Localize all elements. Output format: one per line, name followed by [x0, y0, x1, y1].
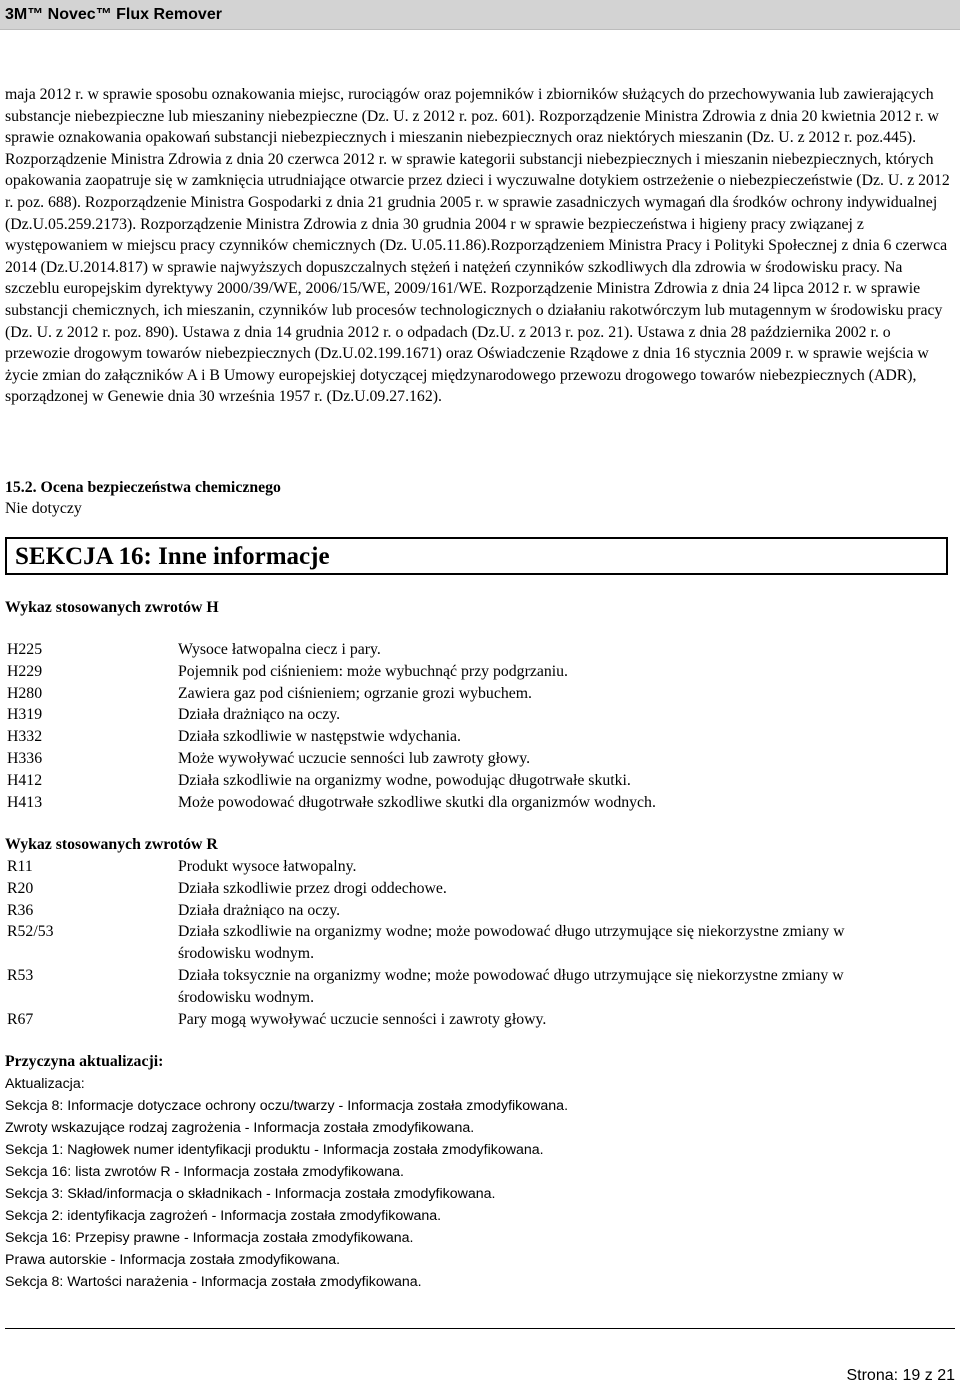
- h-phrase-row: [0, 792, 960, 814]
- r-phrase-text: Pary mogą wywoływać uczucie senności i zawroty głowy.: [178, 1010, 547, 1028]
- r-phrase-code: R67: [7, 1010, 34, 1028]
- document-header: [0, 0, 960, 30]
- section-15-2-title: 15.2. Ocena bezpieczeństwa chemicznego: [5, 479, 281, 496]
- h-phrase-row: [0, 770, 960, 792]
- h-phrase-text: Działa szkodliwie w następstwie wdychania.: [178, 728, 461, 746]
- update-line: Zwroty wskazujące rodzaj zagrożenia - Informacja została zmodyfikowana.: [5, 1120, 475, 1136]
- h-phrases-list: [0, 639, 960, 813]
- r-phrase-row: [0, 965, 960, 1009]
- update-line: Sekcja 1: Nagłowek numer identyfikacji produktu - Informacja została zmodyfikowana.: [5, 1142, 544, 1158]
- update-line: Sekcja 8: Wartości narażenia - Informacja została zmodyfikowana.: [5, 1274, 422, 1290]
- r-phrases-list: [0, 856, 960, 1030]
- section-16-header: [5, 537, 948, 575]
- h-phrases-heading: Wykaz stosowanych zwrotów H: [5, 599, 219, 616]
- section-16-title: SEKCJA 16: Inne informacje: [15, 543, 330, 570]
- h-phrase-row: [0, 704, 960, 726]
- r-phrase-row: [0, 921, 960, 965]
- page-number: Strona: 19 z 21: [846, 1367, 955, 1384]
- h-phrase-row: [0, 661, 960, 683]
- h-phrase-code: H412: [7, 771, 43, 789]
- update-line: Sekcja 3: Skład/informacja o składnikach - Informacja została zmodyfikowana.: [5, 1186, 496, 1202]
- h-phrase-code: H280: [7, 684, 43, 702]
- r-phrase-code: R11: [7, 858, 33, 875]
- h-phrase-row: [0, 639, 960, 661]
- update-line: Prawa autorskie - Informacja została zmodyfikowana.: [5, 1252, 341, 1268]
- update-reason-heading: Przyczyna aktualizacji:: [5, 1053, 164, 1070]
- r-phrase-text: Działa toksycznie na organizmy wodne; może powodować długo utrzymujące się niekorzystne zmiany w środowisku wodnym.: [178, 966, 844, 1006]
- h-phrase-text: Działa szkodliwie na organizmy wodne, powodując długotrwałe skutki.: [178, 771, 631, 789]
- h-phrase-code: H319: [7, 706, 43, 724]
- h-phrase-code: H332: [7, 728, 43, 746]
- update-reason-list: [5, 1073, 945, 1293]
- r-phrase-text: Działa drażniąco na oczy.: [178, 901, 341, 919]
- r-phrase-code: R20: [7, 879, 34, 897]
- r-phrase-row: [0, 856, 960, 878]
- h-phrase-code: H229: [7, 662, 43, 680]
- h-phrase-text: Pojemnik pod ciśnieniem: może wybuchnąć przy podgrzaniu.: [178, 662, 568, 680]
- footer-divider: [5, 1328, 955, 1329]
- regulations-paragraph: maja 2012 r. w sprawie sposobu oznakowania miejsc, rurociągów oraz pojemników i zbiorników służących do przechowywania lub zawierających substancje niebezpieczne lub mieszaniny niebezpieczne (Dz. U. z 2012 r. poz. 601). Rozporządzenie Ministra Zdrowia z dnia 20 kwietnia 2012 r. w sprawie oznakowania opakowań substancji niebezpiecznych i mieszanin niebezpiecznych oraz niektórych mieszanin (Dz. U. z 2012 r. poz.445). Rozporządzenie Ministra Zdrowia z dnia 20 czerwca 2012 r. w sprawie kategorii substancji niebezpiecznych i mieszanin niebezpiecznych, których opakowania zaopatruje się w zamknięcia utrudniające otwarcie przez dzieci i wyczuwalne dotykiem ostrzeżenie o niebezpieczeństwie (Dz. U. z 2012 r. poz. 688). Rozporządzenie Ministra Gospodarki z dnia 21 grudnia 2005 r. w sprawie zasadniczych wymagań dla środków ochrony indywidualnej (Dz.U.05.259.2173). Rozporządzenie Ministra Zdrowia z dnia 30 grudnia 2004 r w sprawie bezpieczeństwa i higieny pracy związanej z występowaniem w miejscu pracy czynników chemicznych (Dz. U.05.11.86).Rozporządzeniem Ministra Pracy i Polityki Społecznej z dnia 6 czerwca 2014 (Dz.U.2014.817) w sprawie najwyższych dopuszczalnych stężeń i natężeń czynników szkodliwych dla zdrowia w środowisku pracy. Na szczeblu europejskim dyrektywy 2000/39/WE, 2006/15/WE, 2009/161/WE. Rozporządzenie Ministra Zdrowia z dnia 24 lipca 2012 r. w sprawie substancji chemicznych, ich mieszanin, czynników lub procesów technologicznych o działaniu rakotwórczym lub mutagennym w środowisku pracy (Dz. U. z 2012 r. poz. 890). Ustawa z dnia 14 grudnia 2012 r. o odpadach (Dz.U. z 2013 r. poz. 21). Ustawa z dnia 28 października 2002 r. o przewozie drogowym towarów niebezpiecznych (Dz.U.02.199.1671) oraz Oświadczenie Rządowe z dnia 16 stycznia 2009 r. w sprawie wejścia w życie zmian do załączników A i B Umowy europejskiej dotyczącej międzynarodowego przewozu drogowego towarów niebezpiecznych (ADR), sporządzonej w Genewie dnia 30 września 1957 r. (Dz.U.09.27.162).: [5, 86, 950, 406]
- update-line: Sekcja 2: identyfikacja zagrożeń - Informacja została zmodyfikowana.: [5, 1208, 442, 1224]
- h-phrase-text: Wysoce łatwopalna ciecz i pary.: [178, 641, 381, 658]
- update-line: Sekcja 16: lista zwrotów R - Informacja została zmodyfikowana.: [5, 1164, 404, 1180]
- r-phrase-text: Produkt wysoce łatwopalny.: [178, 858, 357, 875]
- h-phrase-text: Może wywoływać uczucie senności lub zawroty głowy.: [178, 749, 531, 767]
- r-phrase-code: R36: [7, 901, 34, 919]
- h-phrase-text: Zawiera gaz pod ciśnieniem; ogrzanie grozi wybuchem.: [178, 684, 532, 702]
- product-title: 3M™ Novec™ Flux Remover: [5, 6, 222, 23]
- r-phrase-row: [0, 1009, 960, 1031]
- r-phrase-row: [0, 900, 960, 922]
- h-phrase-code: H225: [7, 641, 43, 658]
- section-15-2-body: Nie dotyczy: [5, 500, 82, 517]
- h-phrase-row: [0, 748, 960, 770]
- r-phrase-code: R53: [7, 966, 34, 984]
- h-phrase-code: H413: [7, 793, 43, 811]
- r-phrase-text: Działa szkodliwie na organizmy wodne; może powodować długo utrzymujące się niekorzystne zmiany w środowisku wodnym.: [178, 923, 845, 963]
- h-phrase-row: [0, 726, 960, 748]
- r-phrase-row: [0, 878, 960, 900]
- h-phrase-text: Może powodować długotrwałe szkodliwe skutki dla organizmów wodnych.: [178, 793, 656, 811]
- h-phrase-row: [0, 683, 960, 705]
- update-line: Sekcja 8: Informacje dotyczace ochrony oczu/twarzy - Informacja została zmodyfikowana.: [5, 1098, 569, 1114]
- update-line: Aktualizacja:: [5, 1076, 85, 1092]
- r-phrases-heading: Wykaz stosowanych zwrotów R: [5, 836, 218, 853]
- r-phrase-code: R52/53: [7, 923, 54, 941]
- h-phrase-code: H336: [7, 749, 43, 767]
- h-phrase-text: Działa drażniąco na oczy.: [178, 706, 341, 724]
- r-phrase-text: Działa szkodliwie przez drogi oddechowe.: [178, 879, 447, 897]
- update-line: Sekcja 16: Przepisy prawne - Informacja została zmodyfikowana.: [5, 1230, 414, 1246]
